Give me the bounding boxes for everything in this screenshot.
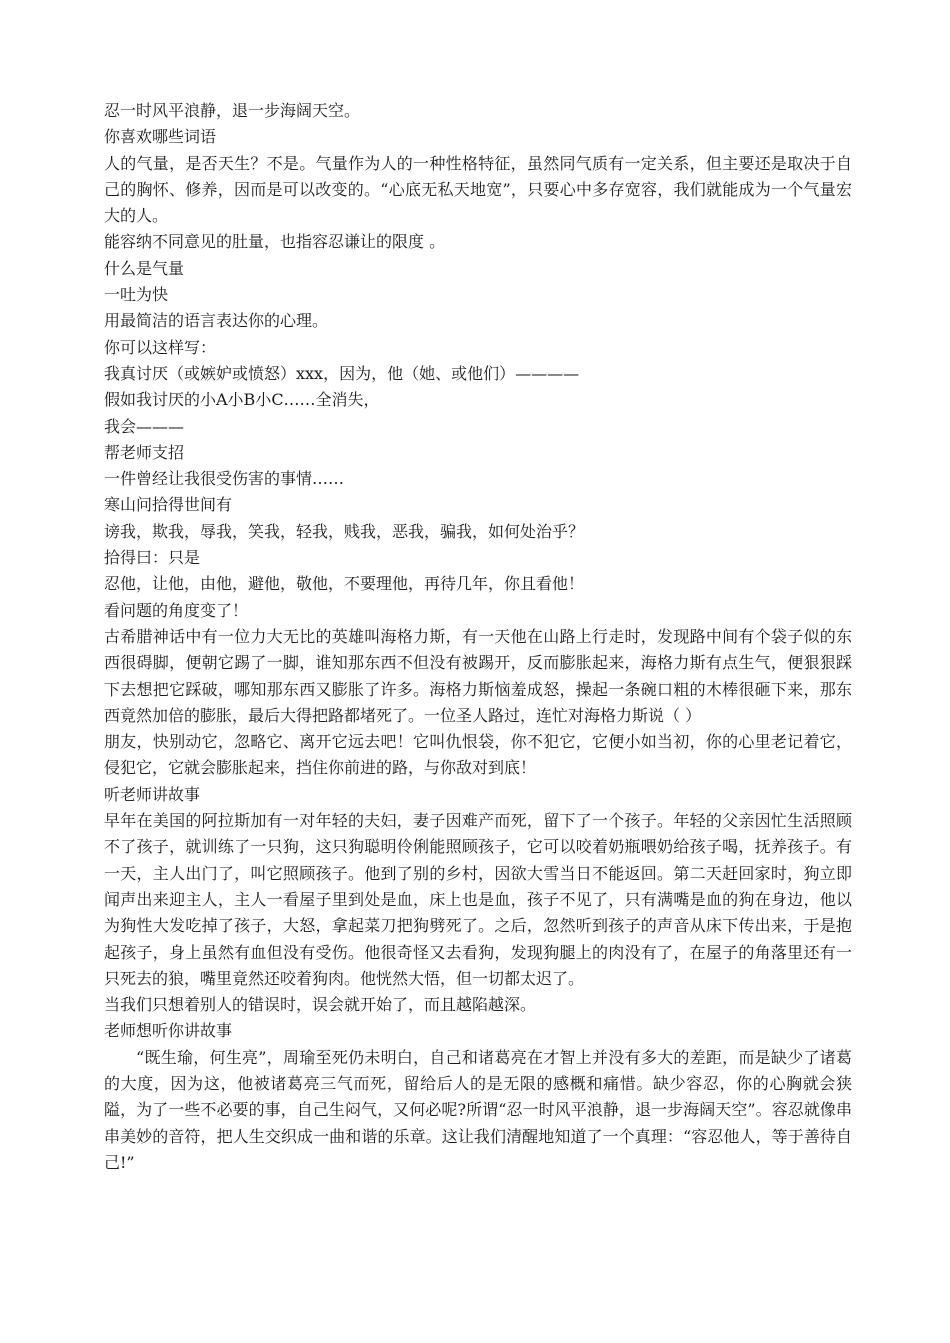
- text-line-you-can-write: 你可以这样写：: [104, 337, 217, 357]
- text-line-template-1: 我真讨厌（或嫉妒或愤怒）xxx，因为，他（她、或他们）————: [104, 363, 580, 383]
- text-line-motto: 忍一时风平浪静，退一步海阔天空。: [104, 101, 361, 120]
- paragraph-alaska-dog-story: 早年在美国的阿拉斯加有一对年轻的夫妇，妻子因难产而死，留下了一个孩子。年轻的父亲因忙生活照顾不了孩子，就训练了一只狗，这只狗聪明伶俐能照顾孩子，它可以咬着奶瓶喂奶给孩子喝，抚养孩子。有一天，主人出门了，叫它照顾孩子。他到了别的乡村，因欲大雪当日不能返回。第二天赶回家时，狗立即闻声出来迎主人，主人一看屋子里到处是血，床上也是血，孩子不见了，只有满嘴是血的狗在身边，他以为狗性大发吃掉了孩子，大怒，拿起菜刀把狗劈死了。之后，忽然听到孩子的声音从床下传出来，于是抱起孩子，身上虽然有血但没有受伤。他很奇怪又去看狗，发现狗腿上的肉没有了，在屋子的角落里还有一只死去的狼，嘴里竟然还咬着狗肉。他恍然大悟，但一切都太迟了。: [104, 811, 852, 988]
- text-line-hanshan-question: 谤我，欺我，辱我，笑我，轻我，贱我，恶我，骗我，如何处治乎？: [104, 521, 585, 541]
- heading-help-teacher: 帮老师支招: [104, 442, 185, 462]
- paragraph-hercules-story: 古希腊神话中有一位力大无比的英雄叫海格力斯，有一天他在山路上行走时，发现路中间有个袋子似的东西很碍脚，便朝它踢了一脚，谁知那东西不但没有被踢开，反而膨胀起来，海格力斯有点生气，便狠狠踩下去想把它踩破，哪知那东西又膨胀了许多。海格力斯恼羞成怒，操起一条碗口粗的木棒很砸下来，那东西竟然加倍的膨胀，最后大得把路都堵死了。一位圣人路过，连忙对海格力斯说（ ）: [104, 626, 852, 725]
- heading-favorite-words: 你喜欢哪些词语: [104, 127, 217, 147]
- paragraph-hatred-bag: 朋友，快别动它，忽略它、离开它远去吧！它叫仇恨袋，你不犯它，它便小如当初，你的心里老记着它，侵犯它，它就会膨胀起来，挡住你前进的路，与你敌对到底！: [104, 732, 852, 778]
- paragraph-temperament: 人的气量，是否天生？不是。气量作为人的一种性格特征，虽然同气质有一定关系，但主要还是取决于自己的胸怀、修养，因而是可以改变的。“心底无私天地宽”，只要心中多存宽容，我们就能成为一个气量宏大的人。: [104, 153, 852, 226]
- text-line-misunderstanding: 当我们只想着别人的错误时，误会就开始了，而且越陷越深。: [104, 995, 537, 1015]
- heading-perspective-changed: 看问题的角度变了！: [104, 600, 249, 620]
- text-line-template-3: 我会———: [104, 416, 185, 436]
- paragraph-zhouyu-conclusion: “既生瑜，何生亮”，周瑜至死仍未明白，自己和诸葛亮在才智上并没有多大的差距，而是缺少了诸葛的大度，因为这，他被诸葛亮三气而死，留给后人的是无限的感概和痛惜。缺少容忍，你的心胸就会狭隘，为了一些不必要的事，自己生闷气，又何必呢?所谓“忍一时风平浪静，退一步海阔天空”。容忍就像串串美妙的音符，把人生交织成一曲和谐的乐章。这让我们清醒地知道了一个真理：“容忍他人，等于善待自己!”: [104, 1047, 852, 1172]
- document-body: [104, 98, 852, 1176]
- text-line-instruction: 用最简洁的语言表达你的心理。: [104, 311, 329, 331]
- heading-speak-out: 一吐为快: [104, 285, 169, 305]
- heading-your-story: 老师想听你讲故事: [104, 1021, 233, 1041]
- text-line-hanshan-asks: 寒山问拾得世间有: [104, 495, 233, 515]
- text-line-shide-says: 拾得曰：只是: [104, 548, 201, 568]
- heading-teacher-story: 听老师讲故事: [104, 784, 201, 804]
- text-line-shide-answer: 忍他，让他，由他，避他，敬他，不要理他，再待几年，你且看他！: [104, 574, 585, 594]
- text-line-hurtful-event: 一件曾经让我很受伤害的事情……: [104, 469, 345, 489]
- text-line-template-2: 假如我讨厌的小A小B小C……全消失，: [104, 390, 380, 410]
- paragraph-definition: 能容纳不同意见的肚量，也指容忍谦让的限度 。: [104, 232, 446, 252]
- heading-what-is-temperament: 什么是气量: [104, 258, 185, 278]
